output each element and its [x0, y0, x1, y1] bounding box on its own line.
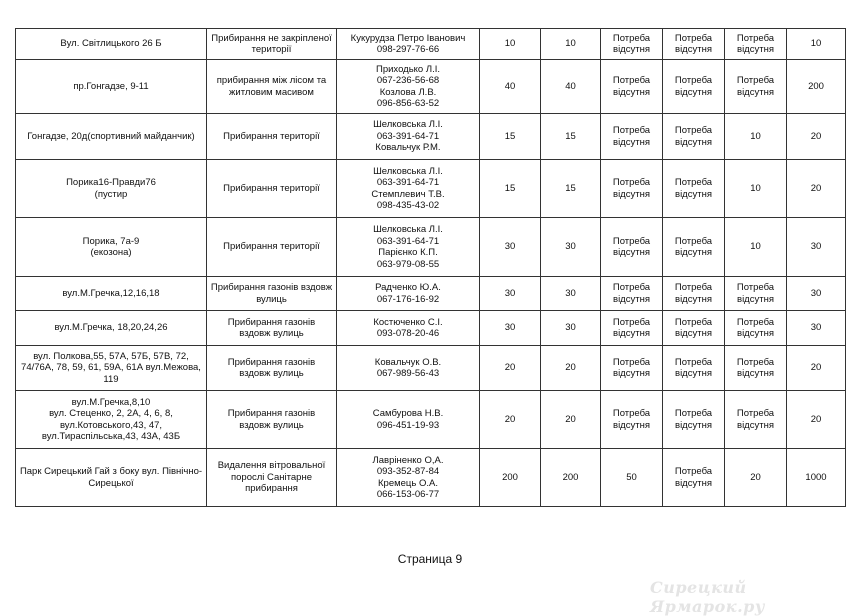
cell-value-4: Потреба відсутня [663, 60, 725, 114]
cell-value-3: Потреба відсутня [601, 114, 663, 160]
cell-value-1: 200 [480, 449, 541, 507]
cell-value-4: Потреба відсутня [663, 277, 725, 311]
watermark-logo: Сирецкий Ярмарок.ру [650, 578, 765, 616]
cell-address: вул.М.Гречка, 18,20,24,26 [16, 311, 207, 346]
cell-contact: Приходько Л.І. 067-236-56-68 Козлова Л.В. 096-856-63-52 [337, 60, 480, 114]
cell-contact: Ковальчук О.В. 067-989-56-43 [337, 346, 480, 391]
table-row [16, 60, 846, 114]
cell-contact: Шелковська Л.І. 063-391-64-71 Ковальчук Р.М. [337, 114, 480, 160]
cell-work-type: Прибирання не закріпленої території [207, 29, 337, 60]
cell-value-3: Потреба відсутня [601, 311, 663, 346]
cell-value-3: Потреба відсутня [601, 160, 663, 218]
cell-address: вул.М.Гречка,12,16,18 [16, 277, 207, 311]
cell-contact: Шелковська Л.І. 063-391-64-71 Стемплевич Т.В. 098-435-43-02 [337, 160, 480, 218]
cell-value-5: Потреба відсутня [725, 311, 787, 346]
cell-value-5: 10 [725, 160, 787, 218]
cell-value-3: Потреба відсутня [601, 60, 663, 114]
page-number: Страница 9 [397, 552, 463, 566]
cell-work-type: Прибирання газонів вздовж вулиць [207, 346, 337, 391]
cell-value-2: 30 [541, 218, 601, 277]
cell-value-2: 30 [541, 277, 601, 311]
cell-value-1: 20 [480, 346, 541, 391]
cell-value-6: 30 [787, 218, 846, 277]
cell-address: Порика16-Правди76 (пустир [16, 160, 207, 218]
cell-work-type: прибирання між лісом та житловим масивом [207, 60, 337, 114]
cell-value-5: 20 [725, 449, 787, 507]
cell-work-type: Прибирання газонів вздовж вулиць [207, 311, 337, 346]
cell-value-6: 20 [787, 114, 846, 160]
cell-value-3: Потреба відсутня [601, 346, 663, 391]
cell-contact: Самбурова Н.В. 096-451-19-93 [337, 391, 480, 449]
cell-value-6: 1000 [787, 449, 846, 507]
cell-value-1: 20 [480, 391, 541, 449]
cell-value-5: Потреба відсутня [725, 346, 787, 391]
cell-value-4: Потреба відсутня [663, 114, 725, 160]
cell-value-5: Потреба відсутня [725, 60, 787, 114]
cell-value-2: 10 [541, 29, 601, 60]
cell-value-4: Потреба відсутня [663, 449, 725, 507]
table-row [16, 114, 846, 160]
cell-value-3: Потреба відсутня [601, 391, 663, 449]
document-table [15, 28, 846, 507]
cell-value-1: 40 [480, 60, 541, 114]
cell-work-type: Прибирання газонів вздовж вулиць [207, 391, 337, 449]
cell-address: пр.Гонгадзе, 9-11 [16, 60, 207, 114]
cell-address: вул. Полкова,55, 57А, 57Б, 57В, 72, 74/76А, 78, 59, 61, 59А, 61А вул.Межова, 119 [16, 346, 207, 391]
table-row [16, 218, 846, 277]
table-row [16, 449, 846, 507]
cell-address: вул.М.Гречка,8,10 вул. Стеценко, 2, 2А, 4, 6, 8, вул.Котовського,43, 47, вул.Тираспільська,43, 43А, 43Б [16, 391, 207, 449]
cell-value-2: 40 [541, 60, 601, 114]
cell-value-6: 20 [787, 391, 846, 449]
cell-contact: Лавріненко О,А. 093-352-87-84 Кремець О.А. 066-153-06-77 [337, 449, 480, 507]
cell-value-3: Потреба відсутня [601, 29, 663, 60]
cell-value-4: Потреба відсутня [663, 311, 725, 346]
cell-address: Порика, 7а-9 (екозона) [16, 218, 207, 277]
table-row [16, 160, 846, 218]
cell-value-2: 20 [541, 391, 601, 449]
cell-value-1: 30 [480, 218, 541, 277]
cell-value-5: Потреба відсутня [725, 391, 787, 449]
cell-value-5: 10 [725, 218, 787, 277]
cell-value-4: Потреба відсутня [663, 160, 725, 218]
cell-value-3: Потреба відсутня [601, 218, 663, 277]
cell-value-5: Потреба відсутня [725, 29, 787, 60]
cell-value-1: 30 [480, 277, 541, 311]
cell-value-2: 20 [541, 346, 601, 391]
cell-value-4: Потреба відсутня [663, 218, 725, 277]
cell-work-type: Прибирання території [207, 218, 337, 277]
cell-work-type: Прибирання газонів вздовж вулиць [207, 277, 337, 311]
table-row [16, 277, 846, 311]
table-row [16, 311, 846, 346]
cell-value-6: 10 [787, 29, 846, 60]
cell-work-type: Прибирання території [207, 160, 337, 218]
cell-value-6: 20 [787, 160, 846, 218]
cell-value-2: 30 [541, 311, 601, 346]
cell-value-5: Потреба відсутня [725, 277, 787, 311]
cell-address: Вул. Світлицького 26 Б [16, 29, 207, 60]
cell-contact: Костюченко С.І. 093-078-20-46 [337, 311, 480, 346]
table-body [16, 29, 846, 507]
table-row [16, 346, 846, 391]
cell-value-4: Потреба відсутня [663, 346, 725, 391]
table-row [16, 29, 846, 60]
cell-value-4: Потреба відсутня [663, 391, 725, 449]
cell-contact: Кукурудза Петро Іванович 098-297-76-66 [337, 29, 480, 60]
cell-work-type: Прибирання території [207, 114, 337, 160]
cell-value-4: Потреба відсутня [663, 29, 725, 60]
cell-value-6: 200 [787, 60, 846, 114]
cell-address: Парк Сирецький Гай з боку вул. Північно- Сирецької [16, 449, 207, 507]
cell-value-3: Потреба відсутня [601, 277, 663, 311]
cell-work-type: Видалення вітровальної порослі Санітарне прибирання [207, 449, 337, 507]
cell-value-1: 15 [480, 114, 541, 160]
table-row [16, 391, 846, 449]
cell-address: Гонгадзе, 20д(спортивний майданчик) [16, 114, 207, 160]
cell-contact: Шелковська Л.І. 063-391-64-71 Парієнко К.П. 063-979-08-55 [337, 218, 480, 277]
cell-value-6: 30 [787, 277, 846, 311]
cell-value-6: 20 [787, 346, 846, 391]
cell-value-2: 200 [541, 449, 601, 507]
cell-value-5: 10 [725, 114, 787, 160]
cell-value-2: 15 [541, 160, 601, 218]
cell-contact: Радченко Ю.А. 067-176-16-92 [337, 277, 480, 311]
cell-value-3: 50 [601, 449, 663, 507]
cell-value-1: 30 [480, 311, 541, 346]
cell-value-1: 10 [480, 29, 541, 60]
cell-value-6: 30 [787, 311, 846, 346]
cell-value-1: 15 [480, 160, 541, 218]
cell-value-2: 15 [541, 114, 601, 160]
